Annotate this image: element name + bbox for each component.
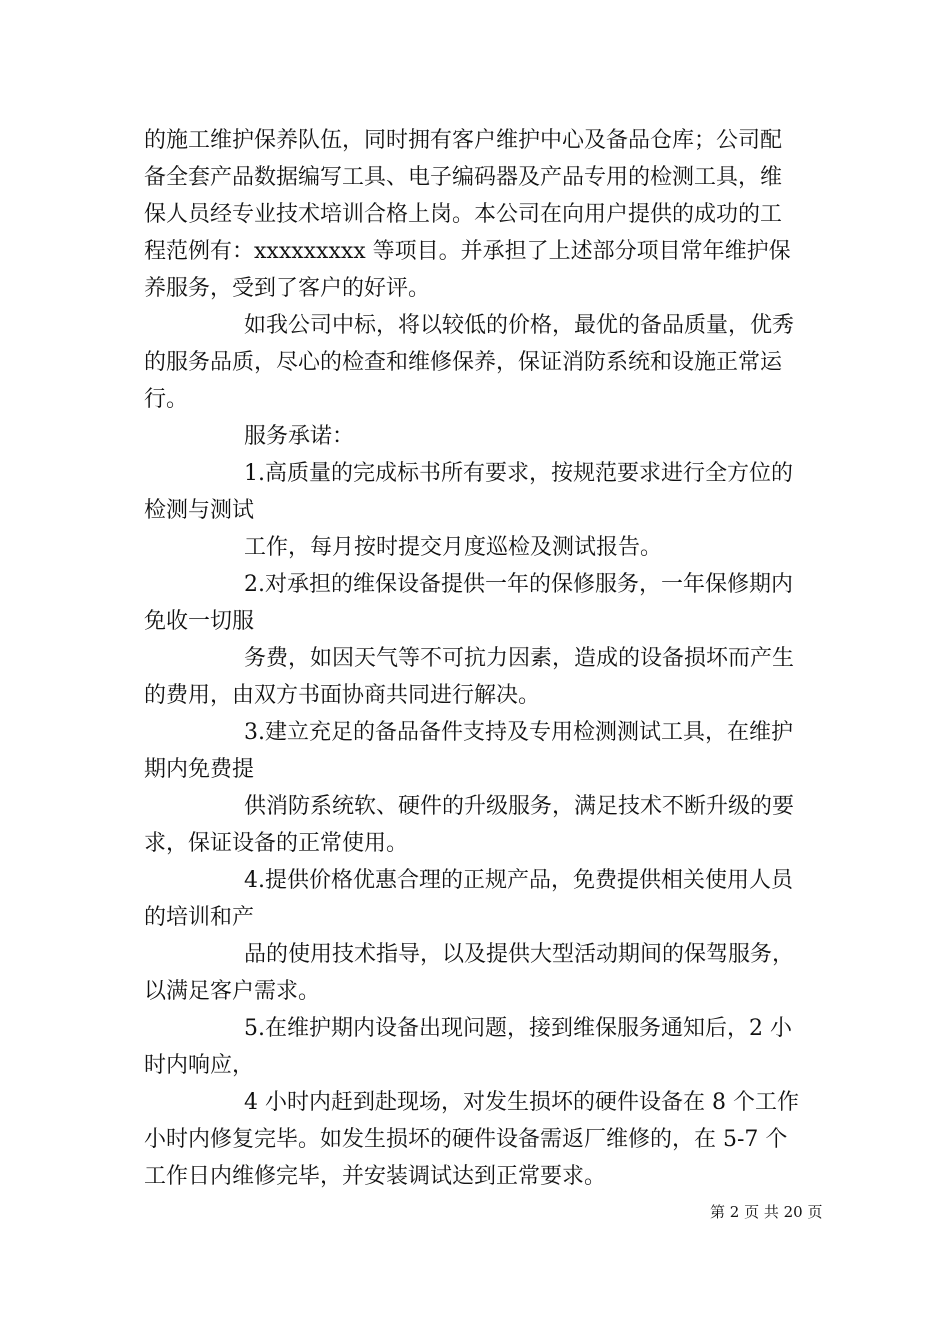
text-line: 以满足客户需求。 (144, 979, 321, 1004)
text-line: 的服务品质，尽心的检查和维修保养，保证消防系统和设施正常运 (144, 350, 783, 375)
text-line: 品的使用技术指导，以及提供大型活动期间的保驾服务， (244, 942, 795, 967)
page-number: 第 2 页 共 20 页 (710, 1203, 823, 1221)
text-line: 3.建立充足的备品备件支持及专用检测测试工具，在维护 (244, 720, 793, 745)
text-line: 期内免费提 (144, 757, 255, 782)
text-line: 的费用，由双方书面协商共同进行解决。 (144, 683, 541, 708)
text-line: 如我公司中标，将以较低的价格，最优的备品质量，优秀 (244, 313, 795, 338)
text-line: 的培训和产 (144, 905, 255, 930)
text-line: 行。 (144, 387, 189, 412)
text-line: 工作日内维修完毕，并安装调试达到正常要求。 (144, 1164, 607, 1189)
text-line: 4.提供价格优惠合理的正规产品，免费提供相关使用人员 (244, 868, 793, 893)
section-heading: 服务承诺： (244, 424, 355, 449)
text-line: 工作，每月按时提交月度巡检及测试报告。 (244, 535, 663, 560)
text-line: 小时内修复完毕。如发生损坏的硬件设备需返厂维修的，在 5-7 个 (144, 1127, 788, 1152)
text-line: 供消防系统软、硬件的升级服务，满足技术不断升级的要 (244, 794, 795, 819)
text-line: 求，保证设备的正常使用。 (144, 831, 409, 856)
text-line: 保人员经专业技术培训合格上岗。本公司在向用户提供的成功的工 (144, 202, 783, 227)
text-line: 程范例有：xxxxxxxxx 等项目。并承担了上述部分项目常年维护保 (144, 239, 791, 264)
text-line: 务费，如因天气等不可抗力因素，造成的设备损坏而产生 (244, 646, 795, 671)
text-line: 检测与测试 (144, 498, 255, 523)
text-line: 5.在维护期内设备出现问题，接到维保服务通知后，2 小 (244, 1016, 792, 1041)
text-line: 免收一切服 (144, 609, 255, 634)
text-line: 1.高质量的完成标书所有要求，按规范要求进行全方位的 (244, 461, 793, 486)
text-line: 备全套产品数据编写工具、电子编码器及产品专用的检测工具，维 (144, 165, 783, 190)
text-line: 4 小时内赶到赴现场，对发生损坏的硬件设备在 8 个工作 (244, 1090, 799, 1115)
text-line: 时内响应， (144, 1053, 255, 1078)
text-line: 的施工维护保养队伍，同时拥有客户维护中心及备品仓库；公司配 (144, 128, 783, 153)
text-line: 2.对承担的维保设备提供一年的保修服务，一年保修期内 (244, 572, 793, 597)
text-line: 养服务，受到了客户的好评。 (144, 276, 431, 301)
